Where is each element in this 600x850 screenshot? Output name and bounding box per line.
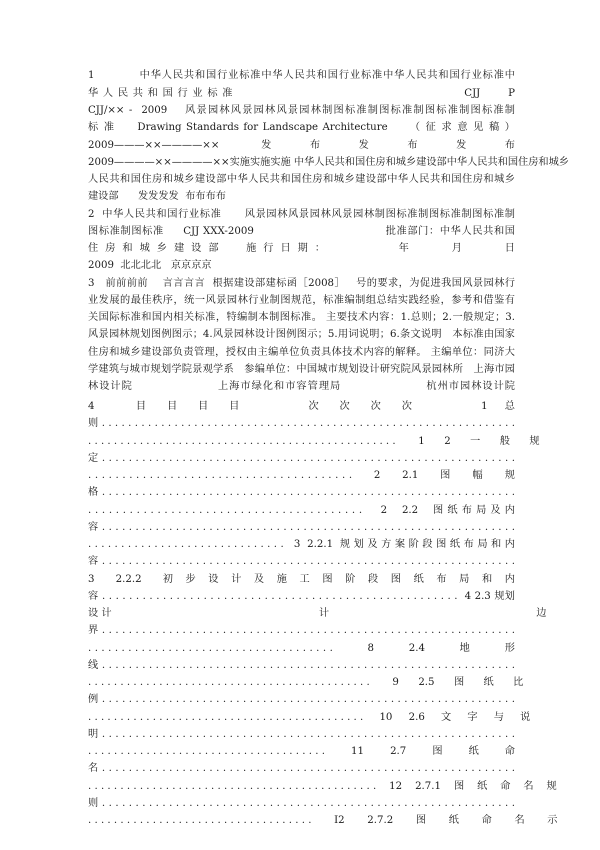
text-line: 人民共和国住房和城乡建设部中华人民共和国住房和城乡建设部中华人民共和国住房和城乡	[88, 174, 515, 185]
toc-line: . . . . . . . . . . . . . . . . . . . . . . . . . . . . . . . . . . . . . 11 2.7 图 纸 命	[88, 746, 515, 757]
toc-line: 线 . . . . . . . . . . . . . . . . . . . . . . . . . . . . . . . . . . . . . . . . . . . . . . . . . . . . . . . . . . . . . .	[88, 660, 515, 671]
text-line: 2009 北北北北 京京京京	[88, 260, 212, 271]
toc-line: 容 . . . . . . . . . . . . . . . . . . . . . . . . . . . . . . . . . . . . . . . . . . . . . . . . . . . . . 4 2.3 规划	[88, 591, 515, 602]
toc-line: 定 . . . . . . . . . . . . . . . . . . . . . . . . . . . . . . . . . . . . . . . . . . . . . . . . . . . . . . . . . . . . . .	[88, 453, 515, 464]
toc-line: . . . . . . . . . . . . . . . . . . . . . . . . . . . . . . 3 2.2.1 规 划 及 方 案 阶 段 图 纸 布 局 和 内	[88, 539, 515, 550]
toc-line: 格 . . . . . . . . . . . . . . . . . . . . . . . . . . . . . . . . . . . . . . . . . . . . . . . . . . . . . . . . . . . . . .	[88, 487, 515, 498]
toc-line: . . . . . . . . . . . . . . . . . . . . . . . . . . . . . . . . . . . . . . . . . . . . . 12 2.7.1 图 纸 命 名 规	[88, 781, 557, 792]
text-line: 住 房 和 城 乡 建 设 部 施 行 日 期 ： 年 月 日	[88, 243, 515, 254]
toc-line: . . . . . . . . . . . . . . . . . . . . . . . . . . . . . . . . . . . I2 2.7.2 图 纸 命 名 示	[88, 815, 558, 826]
text-line: 业发展的最佳秩序，统一风景园林行业制图规范，标准编制组总结实践经验，参考和借鉴有	[88, 295, 515, 306]
text-line: 住房和城乡建设部负责管理，授权由主编单位负责具体技术内容的解释。 主编单位：同济大	[88, 347, 515, 358]
toc-line: . . . . . . . . . . . . . . . . . . . . . . . . . . . . . . . . . . . . . . . . . . . . . . . . 1 2 一 般 规	[88, 436, 540, 447]
text-line: 图标准制图标准 CJJ XXX-2009 批准部门：中华人民共和国	[88, 226, 515, 237]
text-line: 2 中华人民共和国行业标准 风景园林风景园林风景园林制图标准制图标准制图标准制	[88, 209, 515, 220]
text-line: 华 人 民 共 和 国 行 业 标 准 CJJ P	[88, 88, 515, 99]
toc-line: . . . . . . . . . . . . . . . . . . . . . . . . . . . . . . . . . . . . . . . . 2 2.2 图 纸 布 局 及 内	[88, 505, 515, 516]
toc-line: 3 2.2.2 初 步 设 计 及 施 工 图 阶 段 图 纸 布 局 和 内	[88, 574, 515, 585]
toc-line: 明 . . . . . . . . . . . . . . . . . . . . . . . . . . . . . . . . . . . . . . . . . . . . . . . . . . . . . . . . . . . . . .	[88, 729, 515, 740]
toc-line: 4 目 目 目 目 次 次 次 次 1 总	[88, 401, 515, 412]
text-line: CJJ/×× - 2009 风景园林风景园林风景园林制图标准制图标准制图标准制图标准制	[88, 105, 515, 116]
toc-line: 界 . . . . . . . . . . . . . . . . . . . . . . . . . . . . . . . . . . . . . . . . . . . . . . . . . . . . . . . . . . . . . .	[88, 625, 515, 636]
text-line: 建设部 发发发发 布布布布	[88, 191, 226, 202]
toc-line: 容 . . . . . . . . . . . . . . . . . . . . . . . . . . . . . . . . . . . . . . . . . . . . . . . . . . . . . . . . . . . . . .	[88, 556, 515, 567]
text-line: 学建筑与城市规划学院景观学系 参编单位：中国城市规划设计研究院风景园林所 上海市园	[88, 364, 515, 375]
text-line: 2009————××————××实施实施实施 中华人民共和国住房和城乡建设部中华人民共和国住房和城乡	[88, 157, 569, 168]
toc-line: 则 . . . . . . . . . . . . . . . . . . . . . . . . . . . . . . . . . . . . . . . . . . . . . . . . . . . . . . . . . . . . . . .	[88, 418, 515, 429]
toc-line: 容 . . . . . . . . . . . . . . . . . . . . . . . . . . . . . . . . . . . . . . . . . . . . . . . . . . . . . . . . . . . . . .	[88, 522, 515, 533]
text-line: 1 中华人民共和国行业标准中华人民共和国行业标准中华人民共和国行业标准中	[88, 70, 515, 81]
text-line: 标 准 Drawing Standards for Landscape Architecture （ 征 求 意 见 稿 ）	[88, 122, 515, 133]
text-line: 风景园林规划图例图示；4.风景园林设计图例图示；5.用词说明；6.条文说明 本标准由国家	[88, 329, 515, 340]
toc-line: 则 . . . . . . . . . . . . . . . . . . . . . . . . . . . . . . . . . . . . . . . . . . . . . . . . . . . . . . . . . . . . . .	[88, 798, 515, 809]
text-line: 3 前前前前 言言言言 根据建设部建标函［2008］ 号的要求，为促进我国风景园林行	[88, 278, 515, 289]
text-line: 林设计院 上海市绿化和市容管理局 杭州市园林设计院	[88, 381, 515, 392]
text-line: 关国际标准和国内相关标准，特编制本制图标准。 主要技术内容：1.总则；2.一般规定；3.	[88, 312, 515, 323]
toc-line: . . . . . . . . . . . . . . . . . . . . . . . . . . . . . . . . . . . . . . . . . . . . 9 2.5 图 纸 比	[88, 677, 524, 688]
toc-line: . . . . . . . . . . . . . . . . . . . . . . . . . . . . . . . . . . . . . . . . . . . 10 2.6 文 字 与 说	[88, 712, 531, 723]
toc-line: . . . . . . . . . . . . . . . . . . . . . . . . . . . . . . . . . . . . . . . 2 2.1 图 幅 规	[88, 470, 515, 481]
toc-line: 设 计 计 边	[88, 608, 547, 619]
toc-line: 例 . . . . . . . . . . . . . . . . . . . . . . . . . . . . . . . . . . . . . . . . . . . . . . . . . . . . . . . . . . . . . .	[88, 694, 515, 705]
toc-line: . . . . . . . . . . . . . . . . . . . . . . . . . . . . . . . . . . . . . 8 2.4 地 形	[88, 643, 515, 654]
text-line: 2009———××————×× 发 布 发 布 发 布	[88, 140, 515, 151]
toc-line: 名 . . . . . . . . . . . . . . . . . . . . . . . . . . . . . . . . . . . . . . . . . . . . . . . . . . . . . . . . . . . . . .	[88, 763, 515, 774]
